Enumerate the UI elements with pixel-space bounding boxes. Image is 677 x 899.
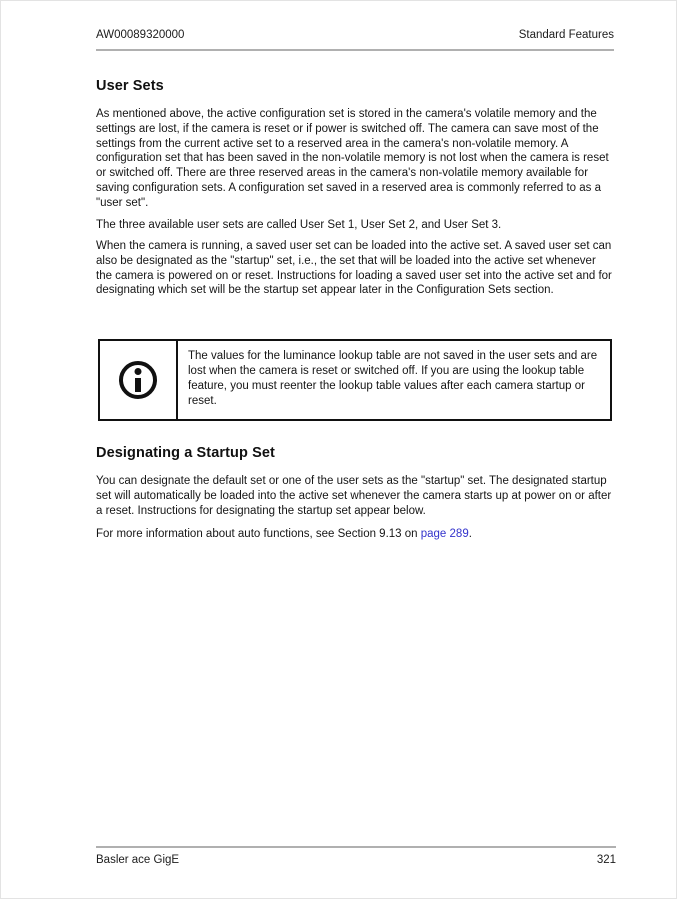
page-content [96,1,614,898]
footer-rule [96,846,616,848]
info-icon [119,361,157,399]
page-footer [96,854,616,866]
paragraph-more-info [96,527,614,542]
section-title-startup-set: Designating a Startup Set [96,445,275,461]
header-rule [96,49,614,51]
section-title-user-sets: User Sets [96,78,164,94]
info-icon-stem [135,378,141,392]
info-icon-dot [135,368,142,375]
more-info-prefix: For more information about auto functions, see Section 9.13 on [96,528,421,540]
more-info-suffix: . [468,528,472,540]
paragraph-user-sets-1: As mentioned above, the active configuration set is stored in the camera's volatile memory and the settings are lost, if the camera is reset or if power is switched off. The camera can save most of the settings from the current active set to a reserved area in the camera's non-volatile memory. A configuration set that has been saved in the non-volatile memory is not lost when the camera is reset or switched off. There are three reserved areas in the camera's non-volatile memory available for saving configuration sets. A configuration set saved in a reserved area is commonly referred to as a "user set". [96,108,609,209]
page-289-link[interactable]: page 289 [420,528,469,540]
running-header [96,29,614,42]
note-text: The values for the luminance lookup table are not saved in the user sets and are lost when the camera is reset or switched off. If you are using the lookup table feature, you must reenter the lookup table values after each camera startup or reset. [188,350,598,407]
header-chapter-title: Standard Features [518,29,614,41]
paragraph-user-sets-2: The three available user sets are called User Set 1, User Set 2, and User Set 3. [96,219,502,231]
paragraph-user-sets-3: When the camera is running, a saved user set can be loaded into the active set. A saved user set can also be designated as the "startup" set, i.e., the set that will be loaded into the active set whenever the camera is powered on or reset. Instructions for loading a saved user set into the active set and for designating which set will be the startup set appear later in the Configuration Sets section. [96,240,612,297]
info-note-box [98,339,612,421]
header-doc-id: AW00089320000 [96,29,185,41]
paragraph-startup-1: You can designate the default set or one of the user sets as the "startup" set. The designated startup set will automatically be loaded into the active set whenever the camera starts up at power on or after a reset. Instructions for designating the startup set appear below. [96,475,612,517]
footer-page-number: 321 [596,854,616,866]
note-icon-cell [100,341,178,419]
footer-product-name: Basler ace GigE [96,854,180,866]
